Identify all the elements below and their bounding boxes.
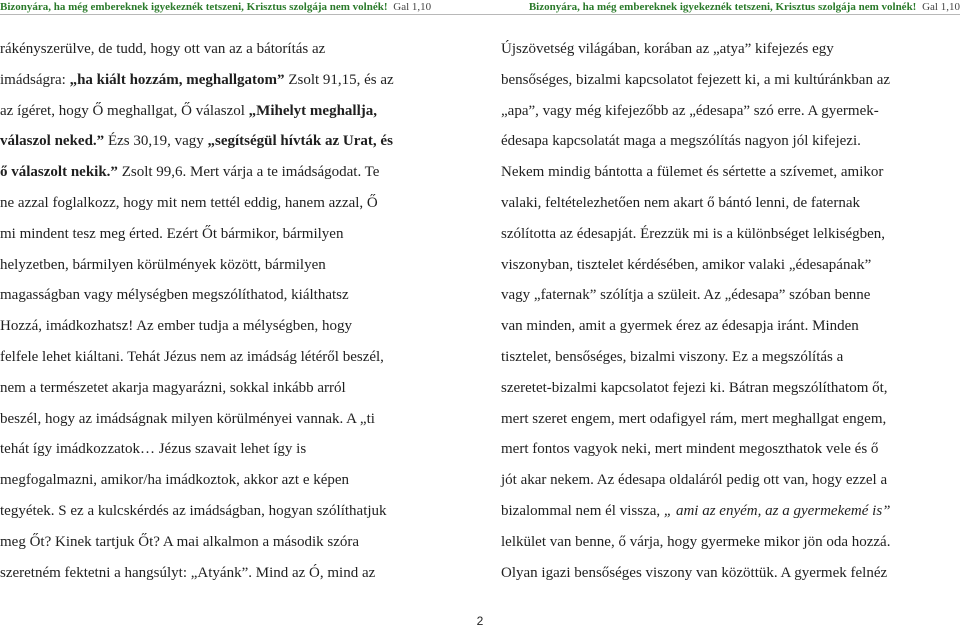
text-run: rákényszerülve, de tudd, hogy ott van az a bátorítás az bbox=[0, 41, 326, 57]
text-line bbox=[0, 373, 460, 404]
text-line bbox=[0, 219, 460, 250]
text-run: bizalommal nem él vissza, bbox=[501, 502, 664, 519]
text-line bbox=[501, 65, 960, 96]
text-run: mi mindent tesz meg érted. Ezért Őt bármikor, bármilyen bbox=[0, 225, 344, 242]
text-run: mert szeret engem, mert odafigyel rám, mert meghallgat engem, bbox=[501, 410, 887, 427]
text-run: tegyétek. S ez a kulcskérdés az imádságban, hogyan szólíthatjuk bbox=[0, 502, 387, 519]
text-line bbox=[0, 496, 460, 527]
text-run: vagy „faternak” szólítja a szüleit. Az „édesapa” szóban benne bbox=[501, 287, 871, 304]
text-run: bensőséges, bizalmi kapcsolatot fejezett ki, a mi kultúránkban az bbox=[501, 71, 891, 88]
text-run: ne azzal foglalkozz, hogy mit nem tettél eddig, hanem azzal, Ő bbox=[0, 194, 378, 211]
running-header-right bbox=[529, 0, 960, 14]
text-line bbox=[0, 465, 460, 496]
text-run: „segítségül hívták az Urat, és bbox=[207, 133, 393, 150]
text-line bbox=[501, 219, 960, 250]
left-text-column bbox=[0, 34, 460, 588]
text-run: szeretet-bizalmi kapcsolatot fejezi ki. Bátran megszólíthatom őt, bbox=[501, 379, 888, 396]
text-run: Zsolt 99,6. Mert várja a te imádságodat. Te bbox=[117, 164, 380, 181]
text-run: meg Őt? Kinek tartjuk Őt? A mai alkalmon a második szóra bbox=[0, 533, 360, 550]
text-line bbox=[0, 280, 460, 311]
text-run: imádságra: bbox=[0, 71, 70, 88]
text-run: ő válaszolt nekik.” bbox=[0, 164, 118, 181]
header-divider bbox=[0, 14, 960, 15]
text-run: az ígéret, hogy Ő meghallgat, Ő válaszol bbox=[0, 102, 249, 119]
text-run: valaki, feltételezhetően nem akart ő bántó lenni, de faternak bbox=[501, 194, 860, 211]
text-line bbox=[501, 280, 960, 311]
text-run: Újszövetség világában, korában az „atya” kifejezés egy bbox=[501, 41, 834, 57]
text-line bbox=[501, 496, 960, 527]
text-run: „ ami az enyém, az a gyermekemé is” bbox=[663, 502, 891, 519]
text-line bbox=[501, 250, 960, 281]
text-run: Zsolt 91,15, és az bbox=[284, 71, 394, 88]
text-line bbox=[0, 126, 460, 157]
text-line bbox=[0, 96, 460, 127]
text-run: nem a természetet akarja magyarázni, sokkal inkább arról bbox=[0, 379, 346, 396]
text-run: mert fontos vagyok neki, mert mindent megoszthatok vele és ő bbox=[501, 441, 879, 458]
text-line bbox=[501, 558, 960, 589]
text-line bbox=[501, 311, 960, 342]
text-line bbox=[501, 126, 960, 157]
text-run: Ézs 30,19, vagy bbox=[104, 133, 208, 150]
text-line bbox=[0, 65, 460, 96]
text-run: Nekem mindig bántotta a fülemet és sértette a szívemet, amikor bbox=[501, 164, 884, 181]
text-line bbox=[0, 342, 460, 373]
text-line bbox=[501, 96, 960, 127]
text-line bbox=[0, 34, 460, 65]
text-run: „apa”, vagy még kifejezőbb az „édesapa” szó erre. A gyermek- bbox=[501, 102, 879, 119]
running-header-title: Bizonyára, ha még embereknek igyekeznék tetszeni, Krisztus szolgája nem volnék! bbox=[528, 1, 917, 13]
page-number: 2 bbox=[476, 614, 484, 628]
text-run: tehát így imádkozzatok… Jézus szavait lehet így is bbox=[0, 441, 307, 458]
text-line bbox=[0, 558, 460, 589]
text-line bbox=[501, 434, 960, 465]
text-run: megfogalmazni, amikor/ha imádkoztok, akkor azt e képen bbox=[0, 472, 350, 489]
running-header-title: Bizonyára, ha még embereknek igyekeznék tetszeni, Krisztus szolgája nem volnék! bbox=[0, 1, 388, 13]
text-run: beszél, hogy az imádságnak milyen körülményei vannak. A „ti bbox=[0, 410, 375, 427]
text-line bbox=[0, 157, 460, 188]
text-run: Hozzá, imádkozhatsz! Az ember tudja a mélységben, hogy bbox=[0, 318, 352, 335]
text-run: „ha kiált hozzám, meghallgatom” bbox=[69, 71, 285, 88]
text-line bbox=[501, 188, 960, 219]
text-line bbox=[0, 311, 460, 342]
text-run: felfele lehet kiáltani. Tehát Jézus nem az imádság létéről beszél, bbox=[0, 348, 384, 365]
text-run: tisztelet, bensőséges, bizalmi viszony. Ez a megszólítás a bbox=[501, 348, 844, 365]
text-line bbox=[501, 342, 960, 373]
text-run: lelkület van benne, ő várja, hogy gyermeke mikor jön oda hozzá. bbox=[501, 533, 891, 550]
text-run: „Mihelyt meghallja, bbox=[248, 102, 377, 119]
text-run: szeretném fektetni a hangsúlyt: „Atyánk”. Mind az Ó, mind az bbox=[0, 564, 376, 581]
text-line bbox=[0, 434, 460, 465]
text-run: szólította az édesapját. Érezzük mi is a különbséget lelkiségben, bbox=[501, 225, 886, 242]
text-line bbox=[501, 157, 960, 188]
text-run: jót akar nekem. Az édesapa oldaláról pedig ott van, hogy ezzel a bbox=[501, 472, 888, 489]
text-line bbox=[0, 404, 460, 435]
text-line bbox=[0, 250, 460, 281]
text-run: helyzetben, bármilyen körülmények között, bármilyen bbox=[0, 256, 326, 273]
text-line bbox=[501, 34, 960, 65]
right-text-column bbox=[501, 34, 960, 588]
text-line bbox=[501, 527, 960, 558]
running-header-left bbox=[0, 0, 431, 14]
text-run: van minden, amit a gyermek érez az édesapja iránt. Minden bbox=[501, 318, 859, 335]
text-run: viszonyban, tisztelet kérdésében, amikor valaki „édesapának” bbox=[501, 256, 872, 273]
text-run: válaszol neked.” bbox=[0, 133, 105, 150]
text-line bbox=[501, 465, 960, 496]
text-line bbox=[501, 404, 960, 435]
text-run: édesapa kapcsolatát maga a megszólítás nagyon jól kifejezi. bbox=[501, 133, 861, 150]
text-run: magasságban vagy mélységben megszólíthatod, kiálthatsz bbox=[0, 287, 349, 304]
text-line bbox=[501, 373, 960, 404]
text-line bbox=[0, 527, 460, 558]
text-run: Olyan igazi bensőséges viszony van közöttük. A gyermek felnéz bbox=[501, 564, 888, 581]
running-header-reference: Gal 1,10 bbox=[393, 1, 432, 13]
text-line bbox=[0, 188, 460, 219]
running-header-reference: Gal 1,10 bbox=[922, 1, 960, 13]
